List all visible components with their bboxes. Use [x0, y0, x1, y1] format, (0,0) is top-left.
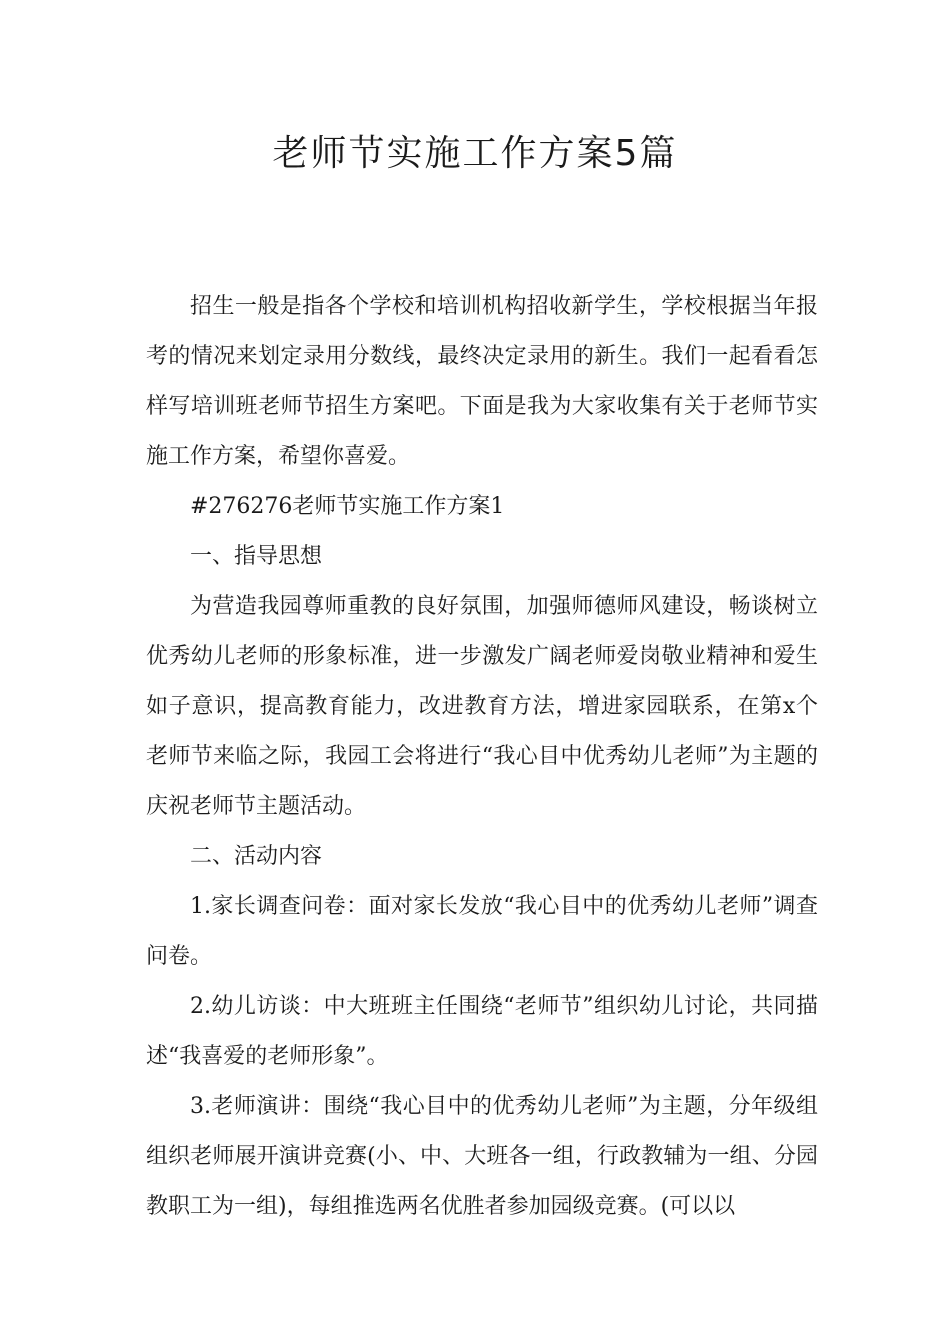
document-title: 老师节实施工作方案5篇: [272, 133, 678, 174]
section-heading: 二、活动内容: [190, 844, 323, 869]
intro-paragraph: 招生一般是指各个学校和培训机构招收新学生，学校根据当年报考的情况来划定录用分数线，最终决定录用的新生。我们一起看看怎样写培训班老师节招生方案吧。下面是我为大家收集有关于老师节实施工作方案，希望你喜爱。: [146, 294, 818, 469]
document-body: [146, 282, 818, 1232]
list-item: 2.幼儿访谈：中大班班主任围绕“老师节”组织幼儿讨论，共同描述“我喜爱的老师形象”。: [146, 994, 818, 1069]
section-heading: 一、指导思想: [190, 544, 323, 569]
body-paragraph: 为营造我园尊师重教的良好氛围，加强师德师风建设，畅谈树立优秀幼儿老师的形象标准，进一步激发广阔老师爱岗敬业精神和爱生如子意识，提高教育能力，改进教育方法，增进家园联系，在第x个老师节来临之际，我园工会将进行“我心目中优秀幼儿老师”为主题的庆祝老师节主题活动。: [146, 594, 818, 819]
list-item: 1.家长调查问卷：面对家长发放“我心目中的优秀幼儿老师”调查问卷。: [146, 894, 818, 969]
list-item: 3.老师演讲：围绕“我心目中的优秀幼儿老师”为主题，分年级组组织老师展开演讲竞赛(小、中、大班各一组，行政教辅为一组、分园教职工为一组)，每组推选两名优胜者参加园级竞赛。(可以以: [146, 1094, 818, 1219]
section-heading: #276276老师节实施工作方案1: [190, 494, 505, 519]
